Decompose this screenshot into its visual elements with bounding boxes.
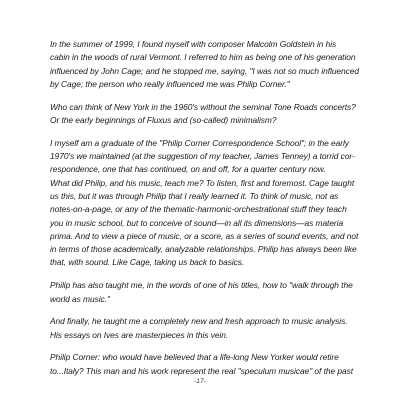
text-line: you in music school, but to conceive of sound—in all its dimensions—as materia xyxy=(50,217,344,228)
document-body xyxy=(50,38,385,388)
text-line: that, with sound. Like Cage, taking us back to basics. xyxy=(50,257,245,268)
text-line: us this, but it was through Philip that I really learned it. To think of music, not as xyxy=(50,190,339,201)
paragraph-1 xyxy=(50,38,385,91)
paragraph-3 xyxy=(50,137,385,270)
text-line: Philip Corner: who would have believed that a life-long New Yorker would retire xyxy=(50,352,339,363)
text-line: world as music." xyxy=(50,293,110,304)
paragraph-5 xyxy=(50,315,385,342)
text-line: In the summer of 1999, I found myself with composer Malcolm Goldstein in his xyxy=(50,39,337,49)
text-line: prima. And to view a piece of music, or a score, as a series of sound events, and not xyxy=(50,230,359,241)
text-line: What did Philip, and his music, teach me? To listen, first and foremost. Cage taught xyxy=(50,177,355,188)
text-line: to...Italy? This man and his work represent the real "speculum musicae" of the past xyxy=(50,365,353,376)
text-line: And finally, he taught me a completely new and fresh approach to music analysis. xyxy=(50,316,348,327)
text-line: respondence, one that has continued, on and off, for a quarter century now. xyxy=(50,164,326,175)
text-line: 1970's we maintained (at the suggestion of my teacher, James Tenney) a torrid cor- xyxy=(50,151,355,162)
text-line: His essays on Ives are masterpieces in this vein. xyxy=(50,329,229,340)
text-line: Or the early beginnings of Fluxus and (so-called) minimalism? xyxy=(50,114,277,125)
text-line: influenced by John Cage; and he stopped me, saying, "I was not so much influenced xyxy=(50,65,359,76)
paragraph-2 xyxy=(50,101,385,128)
text-line: I myself am a graduate of the "Philip Corner Correspondence School"; in the early xyxy=(50,137,349,148)
page-number: -17- xyxy=(194,378,206,385)
text-line: Who can think of New York in the 1960's without the seminal Tone Roads concerts? xyxy=(50,101,356,112)
paragraph-6 xyxy=(50,351,385,378)
text-line: Philip has also taught me, in the words of one of his titles, how to "walk through the xyxy=(50,280,353,291)
text-line: in terms of those academically, analyzable relationships. Philip has always been like xyxy=(50,244,357,255)
paragraph-4 xyxy=(50,279,385,306)
text-line: by Cage; the person who really influenced me was Philip Corner." xyxy=(50,78,290,89)
text-line: cabin in the woods of rural Vermont. I referred to him as being one of his generation xyxy=(50,52,356,63)
text-line: notes-on-a-page, or any of the thematic-harmonic-orchestrational stuff they teach xyxy=(50,204,347,215)
